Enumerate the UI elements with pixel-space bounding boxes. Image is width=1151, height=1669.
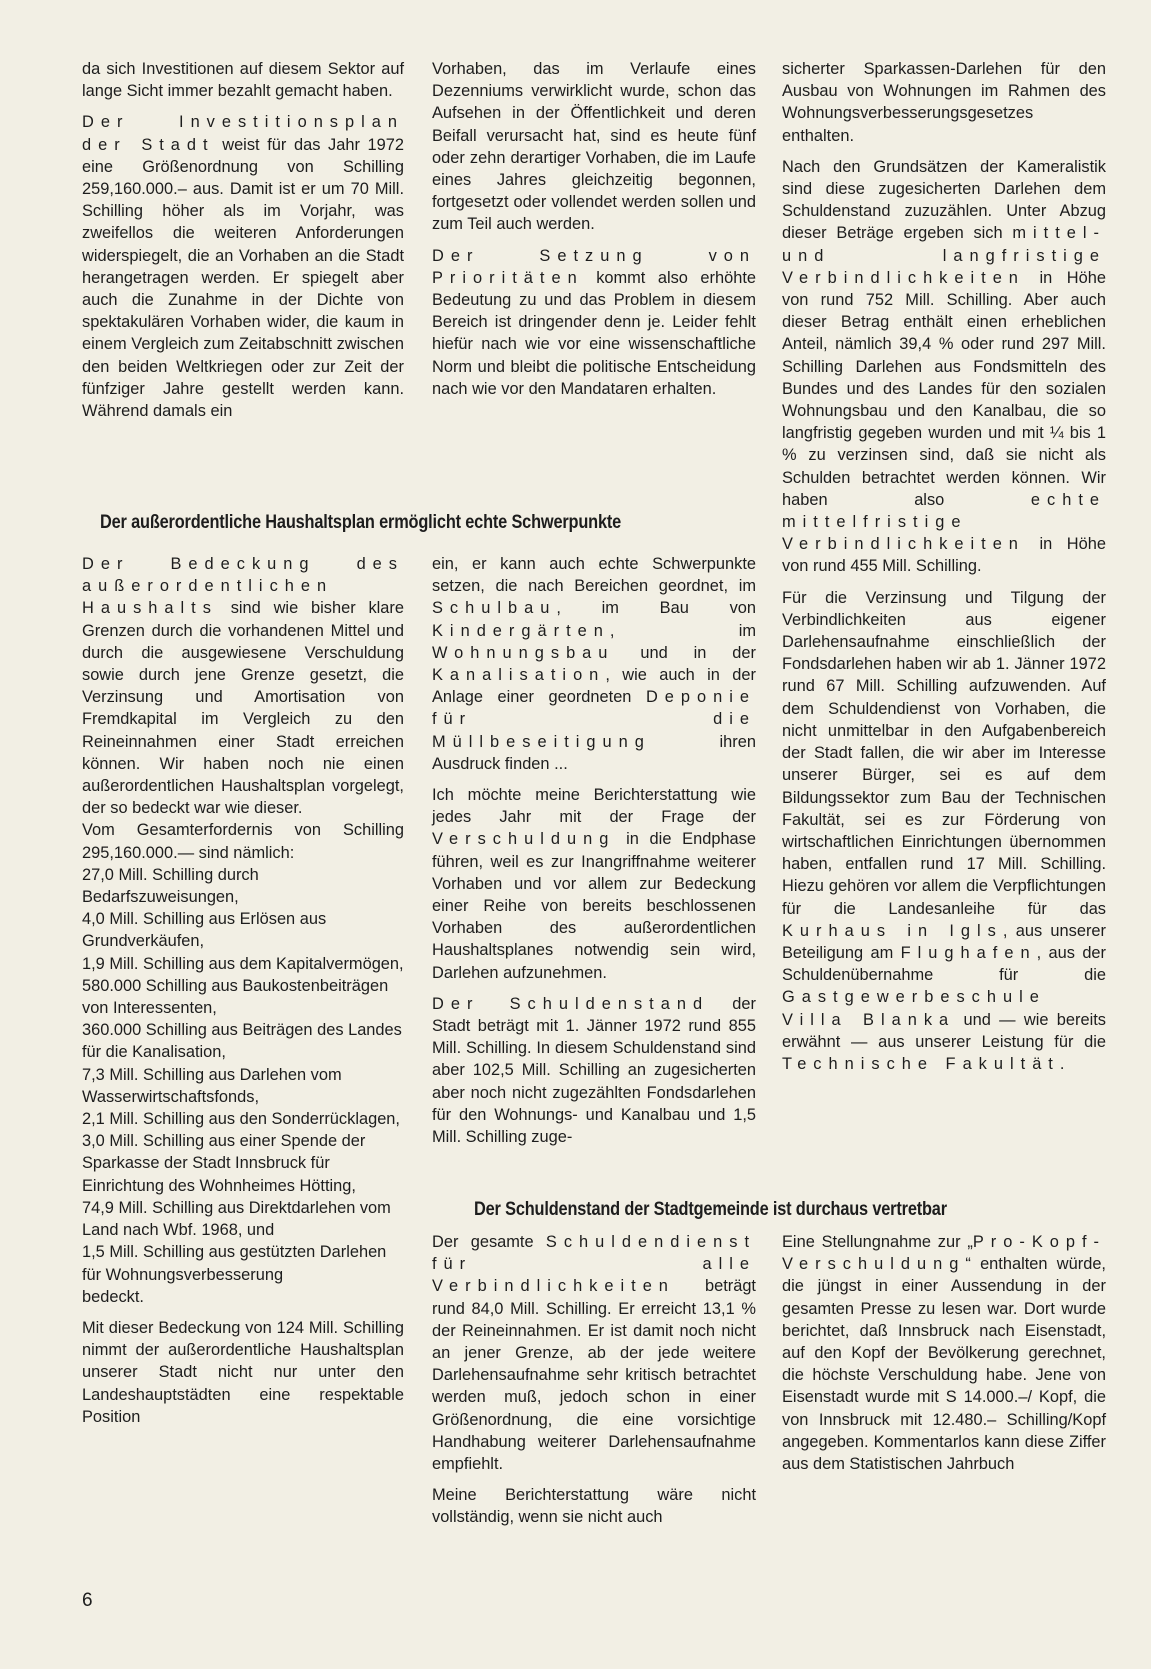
bottom-column-1 [432,1231,756,1538]
mid-column-2 [432,553,756,1157]
list-item: 1,5 Mill. Schilling aus gestützten Darlehen für Wohnungsverbesserung [82,1243,387,1284]
paragraph: Eine Stellungnahme zur „Pro-Kopf-Verschuldung“ enthalten würde, die jüngst in einer Aussendung in der gesamten Presse zu lesen war. Dort wurde berichtet, daß Innsbruck nach Eisenstadt, auf den Kopf der Bevölkerung gerechnet, die höchste Verschuldung habe. Jene von Eisenstadt wurde mit S 14.000.–/ Kopf, die von Innsbruck mit 12.480.– Schilling/Kopf angegeben. Kommentarlos kann diese Ziffer aus dem Statistischen Jahrbuch [782,1233,1106,1474]
list-item: 580.000 Schilling aus Baukostenbeiträgen von Interessenten, [82,976,389,1018]
paragraph: Nach den Grundsätzen der Kameralistik sind diese zugesicherten Darlehen dem Schuldenstand zuzuzählen. Unter Abzug dieser Beträge ergeben sich mittel- und langfristige Verbindlichkeiten in Höhe von rund 752 Mill. Schilling. Aber auch dieser Betrag enthält einen erheblichen Anteil, nämlich 39,4 % oder rund 297 Mill. Schilling Darlehen aus Fondsmitteln des Bundes und des Landes für den sozialen Wohnungsbau und den Kanalbau, die so langfristig gegeben wurden und mit ¼ bis 1 % zu verzinsen sind, daß sie nicht als Schulden betrachtet werden können. Wir haben also echte mittelfristige Verbindlichkeiten in Höhe von rund 455 Mill. Schilling. [782,157,1106,576]
right-column [782,58,1106,1084]
paragraph: Mit dieser Bedeckung von 124 Mill. Schilling nimmt der außerordentliche Haushaltsplan unserer Stadt nicht nur unter den Landeshauptstädten eine respektable Position [82,1318,404,1426]
top-column-2 [432,58,756,409]
list-item: 360.000 Schilling aus Beiträgen des Landes für die Kanalisation, [82,1021,402,1062]
bottom-column-2 [782,1231,1106,1484]
list-item: bedeckt. [82,1287,144,1306]
list-item: 74,9 Mill. Schilling aus Direktdarlehen vom Land nach Wbf. 1968, und [82,1198,391,1240]
list-item: 7,3 Mill. Schilling aus Darlehen vom Wasserwirtschaftsfonds, [82,1065,342,1106]
top-column-1 [82,58,404,431]
paragraph: Der Bedeckung des außerordentlichen Haushalts sind wie bisher klare Grenzen durch die vorhandenen Mittel und durch die ausgewiesene Verschuldung sowie durch jene Grenze gesetzt, die Verzinsung und Amortisation von Fremdkapital im Vergleich zu den Reineinnahmen einer Stadt erreichen können. Wir haben noch nie einen außerordentlichen Haushaltsplan vorgelegt, der so bedeckt war wie dieser. [82,555,404,818]
paragraph: sicherter Sparkassen-Darlehen für den Ausbau von Wohnungen im Rahmen des Wohnungsverbesserungsgesetzes enthalten. [782,60,1106,145]
section-heading: Der außerordentliche Haushaltsplan ermöglicht echte Schwerpunkte [100,512,622,533]
paragraph: Ich möchte meine Berichterstattung wie jedes Jahr mit der Frage der Verschuldung in die Endphase führen, weil es zur Inangriffnahme weiterer Vorhaben und vor allem zur Bedeckung einer Reihe von bereits beschlossenen Vorhaben des außerordentlichen Haushaltsplanes notwendig sein wird, Darlehen aufzunehmen. [432,786,756,982]
list-item: 1,9 Mill. Schilling aus dem Kapitalvermögen, [82,954,404,973]
paragraph: Der gesamte Schuldendienst für alle Verbindlichkeiten beträgt rund 84,0 Mill. Schilling. Er erreicht 13,1 % der Reineinnahmen. Er ist damit noch nicht an jener Grenze, ab der jede weitere Darlehensaufnahme sehr kritisch betrachtet werden muß, jedoch schon in einer Größenordnung, die eine vorsichtige Handhabung weiterer Darlehensaufnahme empfiehlt. [432,1233,756,1474]
paragraph: ein, er kann auch echte Schwerpunkte setzen, die nach Bereichen geordnet, im Schulbau, im Bau von Kindergärten, im Wohnungsbau und in der Kanalisation, wie auch in der Anlage einer geordneten Deponie für die Müllbeseitigung ihren Ausdruck finden ... [432,555,756,773]
paragraph: Der Schuldenstand der Stadt beträgt mit 1. Jänner 1972 rund 855 Mill. Schilling. In diesem Schuldenstand sind aber 102,5 Mill. Schilling an zugesicherten aber noch nicht zugezählten Fondsdarlehen für den Wohnungs- und Kanalbau und 1,5 Mill. Schilling zuge- [432,994,756,1147]
paragraph: Der Setzung von Prioritäten kommt also erhöhte Bedeutung zu und das Problem in diesem Bereich ist dringender denn je. Leider fehlt hiefür nach wie vor eine wissenschaftliche Norm und bleibt die politische Entscheidung nach wie vor den Mandataren erhalten. [432,246,756,398]
mid-column-1 [82,553,404,1437]
paragraph: Vorhaben, das im Verlaufe eines Dezenniums verwirklicht wurde, schon das Aufsehen in der Öffentlichkeit und deren Beifall verursacht hat, sind es heute fünf oder zehn derartiger Vorhaben, die im Laufe eines Jahres gleichzeitig begonnen, fortgesetzt oder vollendet werden sollen und zum Teil auch werden. [432,60,756,234]
list-item: 3,0 Mill. Schilling aus einer Spende der Sparkasse der Stadt Innsbruck für Einrichtung des Wohnheimes Hötting, [82,1132,366,1195]
list-item: 27,0 Mill. Schilling durch Bedarfszuweisungen, [82,865,259,907]
funding-list [82,864,404,1308]
page-number: 6 [82,1590,93,1611]
list-item: 2,1 Mill. Schilling aus den Sonderrücklagen, [82,1110,400,1129]
paragraph: Vom Gesamterfordernis von Schilling 295,160.000.— sind nämlich: [82,821,404,862]
paragraph: da sich Investitionen auf diesem Sektor auf lange Sicht immer bezahlt gemacht haben. [82,60,404,101]
section-heading: Der Schuldenstand der Stadtgemeinde ist durchaus vertretbar [474,1199,947,1220]
paragraph: Meine Berichterstattung wäre nicht vollständig, wenn sie nicht auch [432,1486,756,1527]
paragraph: Der Investitionsplan der Stadt weist für das Jahr 1972 eine Größenordnung von Schilling 259,160.000.– aus. Damit ist er um 70 Mill. Schilling höher als im Vorjahr, was zweifellos die weiteren Anforderungen widerspiegelt, die an Vorhaben an die Stadt herangetragen werden. Er spiegelt aber auch die Zunahme in der Dichte von spektakulären Vorhaben wider, die kaum in einem Vergleich zum Zeitabschnitt zwischen den beiden Weltkriegen oder zur Zeit der fünfziger Jahre gestellt werden kann. Während damals ein [82,113,404,421]
list-item: 4,0 Mill. Schilling aus Erlösen aus Grundverkäufen, [82,910,327,951]
paragraph: Für die Verzinsung und Tilgung der Verbindlichkeiten aus eigener Darlehensaufnahme einschließlich der Fondsdarlehen haben wir ab 1. Jänner 1972 rund 67 Mill. Schilling aufzuwenden. Auf dem Schuldendienst von Vorhaben, die nicht unmittelbar in den Aufgabenbereich der Stadt fallen, die wir aber im Interesse unserer Bürger, sei es auf dem Bildungssektor zum Bau der Technischen Fakultät, sei es zur Förderung von wirtschaftlichen Einrichtungen übernommen haben, entfallen rund 17 Mill. Schilling. Hiezu gehören vor allem die Verpflichtungen für die Landesanleihe für das Kurhaus in Igls, aus unserer Beteiligung am Flughafen, aus der Schuldenübernahme für die Gastgewerbeschule Villa Blanka und — wie bereits erwähnt — aus unserer Leistung für die Technische Fakultät. [782,588,1107,1073]
